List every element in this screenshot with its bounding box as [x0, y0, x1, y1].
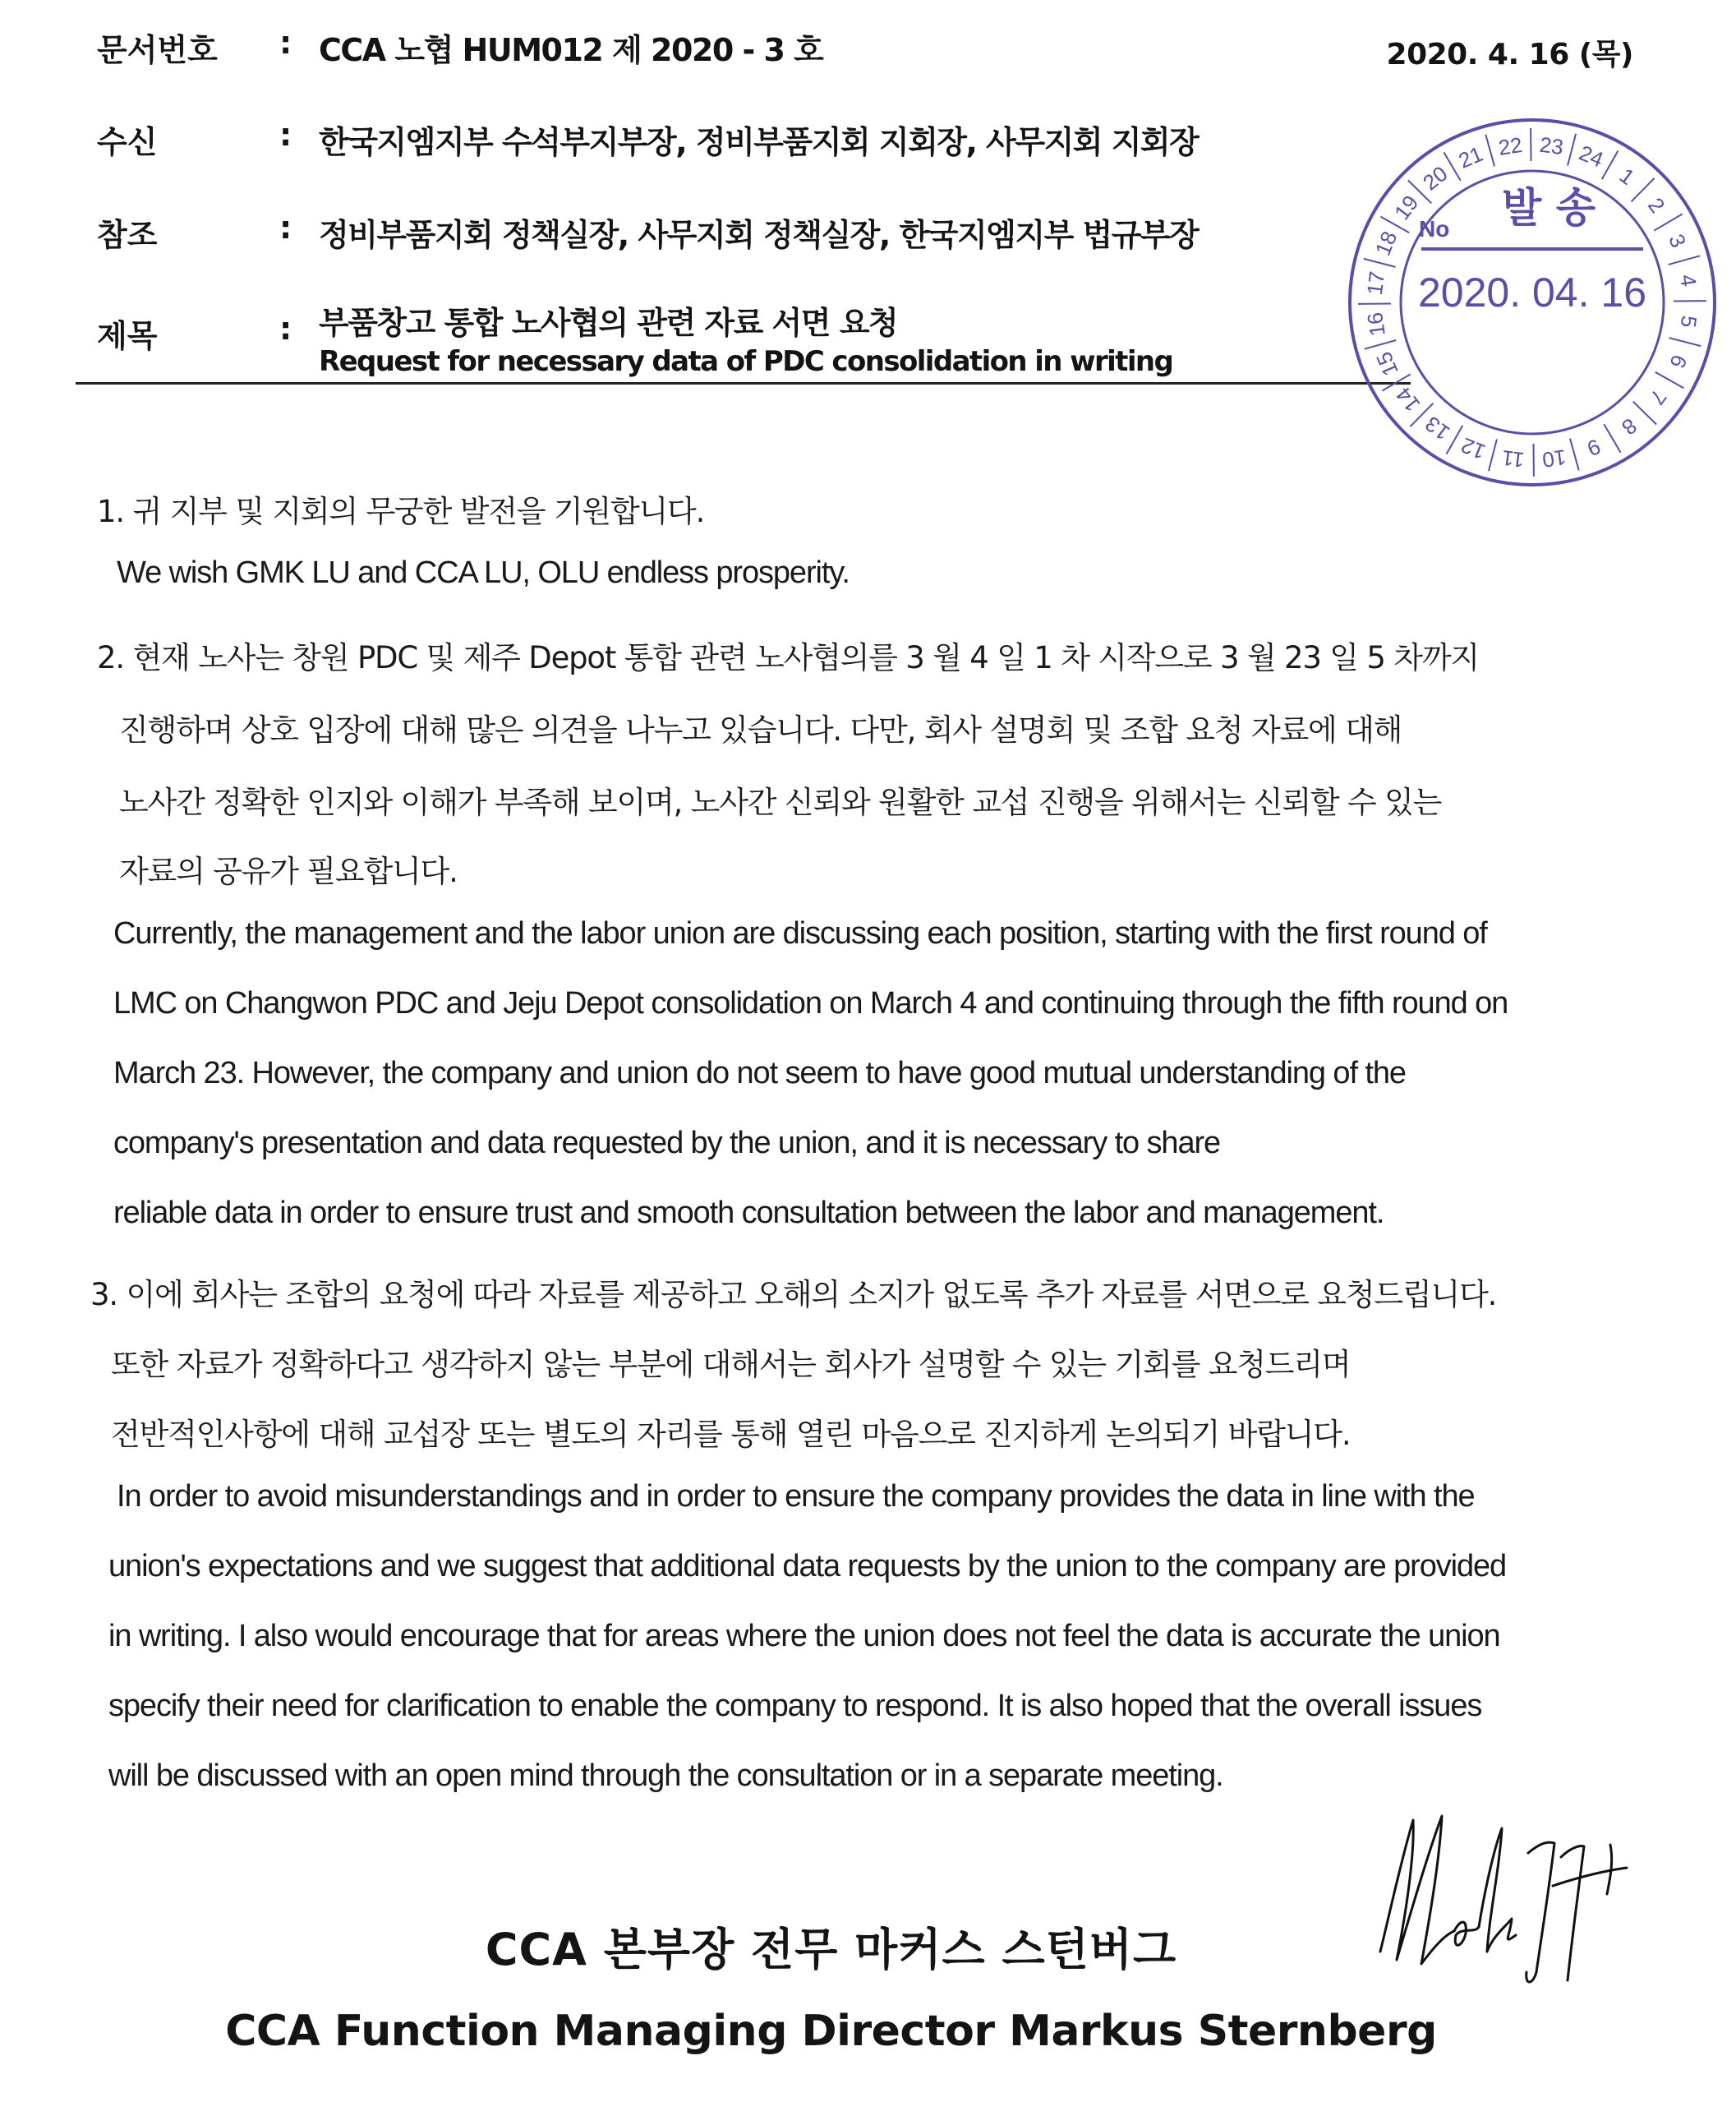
stamp-ring-number: 17: [1361, 270, 1390, 297]
stamp-ring-divider: [1669, 338, 1701, 346]
document-date: 2020. 4. 16 (목): [1386, 38, 1633, 71]
para2-en-line: LMC on Changwon PDC and Jeju Depot consolidation on March 4 and continuing through the fifth round on: [113, 986, 1508, 1021]
para1-en: We wish GMK LU and CCA LU, OLU endless prosperity.: [117, 555, 850, 590]
para2-ko-line: 자료의 공유가 필요합니다.: [119, 854, 458, 889]
subject-value-en: Request for necessary data of PDC consolidation in writing: [319, 345, 1173, 378]
dispatch-stamp: [1343, 113, 1721, 491]
stamp-ring-number: 24: [1575, 140, 1607, 173]
stamp-ring-number: 16: [1362, 311, 1390, 339]
reference-value: 정비부품지회 정책실장, 사무지회 정책실장, 한국지엠지부 법규부장: [319, 217, 1199, 253]
para2-en-line: Currently, the management and the labor union are discussing each position, starting with the first round of: [113, 916, 1487, 951]
stamp-title: 발 송: [1501, 184, 1596, 232]
para3-en-line: specify their need for clarification to enable the company to respond. It is also hoped that the overall issues: [108, 1689, 1482, 1723]
header-divider: [76, 382, 1411, 385]
stamp-ring-divider: [1364, 259, 1396, 267]
subject-colon: :: [279, 311, 292, 347]
para3-en-line: union's expectations and we suggest that additional data requests by the union to the company are provided: [108, 1549, 1507, 1583]
recipient-label: 수신: [97, 124, 158, 160]
stamp-ring-number: 1: [1614, 163, 1640, 191]
stamp-ring-divider: [1489, 440, 1497, 472]
stamp-ring-number: 21: [1454, 141, 1487, 173]
stamp-ring-number: 5: [1675, 314, 1702, 330]
stamp-ring-divider: [1485, 135, 1494, 167]
para1-ko: 1. 귀 지부 및 지회의 무궁한 발전을 기원합니다.: [97, 494, 705, 529]
signature-title-en: CCA Function Managing Director Markus Sternberg: [225, 2007, 1437, 2056]
stamp-ring-number: 15: [1370, 348, 1403, 380]
para3-en-line: In order to avoid misunderstandings and in order to ensure the company provides the data in line with the: [117, 1479, 1475, 1514]
stamp-ring-number: 11: [1500, 445, 1526, 473]
stamp-ring-number: 8: [1617, 413, 1642, 440]
stamp-ring-divider: [1568, 134, 1576, 166]
stamp-ring-number: 12: [1457, 432, 1490, 465]
subject-value-ko: 부품창고 통합 노사협의 관련 자료 서면 요청: [319, 305, 898, 341]
para2-en-line: reliable data in order to ensure trust and smooth consultation between the labor and management.: [113, 1196, 1384, 1230]
doc-number-colon: :: [279, 25, 292, 61]
doc-number-value: CCA 노협 HUM012 제 2020 - 3 호: [319, 32, 823, 68]
stamp-ring-number: 6: [1665, 351, 1692, 372]
para2-ko-line: 2. 현재 노사는 창원 PDC 및 제주 Depot 통합 관련 노사협의를 3 월 4 일 1 차 시작으로 3 월 23 일 5 차까지: [97, 640, 1479, 675]
stamp-ring-divider: [1604, 424, 1620, 453]
stamp-ring-divider: [1669, 256, 1701, 265]
para3-en-line: in writing. I also would encourage that for areas where the union does not feel the data is accurate the union: [108, 1619, 1500, 1653]
para3-ko-line: 또한 자료가 정확하다고 생각하지 않는 부분에 대해서는 회사가 설명할 수 있는 기회를 요청드리며: [111, 1347, 1351, 1382]
stamp-ring-divider: [1632, 178, 1655, 202]
stamp-ring-number: 10: [1540, 445, 1568, 472]
doc-number-label: 문서번호: [97, 32, 218, 68]
stamp-ring-number: 14: [1390, 382, 1425, 417]
recipient-value: 한국지엠지부 수석부지부장, 정비부품지회 지회장, 사무지회 지회장: [319, 124, 1199, 160]
stamp-ring-number: 22: [1496, 132, 1524, 160]
stamp-ring-divider: [1570, 439, 1579, 471]
stamp-ring-number: 20: [1418, 160, 1453, 196]
para3-en-line: will be discussed with an open mind through the consultation or in a separate meeting.: [108, 1758, 1223, 1793]
signature-title-ko: CCA 본부장 전무 마커스 스턴버그: [485, 1924, 1177, 1975]
stamp-ring-number: 3: [1664, 230, 1692, 251]
stamp-ring-divider: [1365, 340, 1397, 349]
para2-ko-line: 노사간 정확한 인지와 이해가 부족해 보이며, 노사간 신뢰와 원활한 교섭 진행을 위해서는 신뢰할 수 있는: [119, 785, 1442, 820]
stamp-ring-number: 13: [1420, 411, 1455, 445]
para2-en-line: March 23. However, the company and union do not seem to have good mutual understanding of the: [113, 1056, 1406, 1090]
stamp-ring-number: 18: [1370, 228, 1402, 260]
para2-en-line: company's presentation and data requested by the union, and it is necessary to share: [113, 1126, 1221, 1160]
stamp-ring-number: 7: [1644, 385, 1672, 410]
stamp-ring-number: 9: [1583, 434, 1605, 462]
stamp-ring-number: 19: [1389, 190, 1424, 225]
stamp-ring-divider: [1633, 402, 1657, 425]
stamp-ring-number: 2: [1643, 192, 1670, 218]
para3-ko-line: 3. 이에 회사는 조합의 요청에 따라 자료를 제공하고 오해의 소지가 없도록 추가 자료를 서면으로 요청드립니다.: [90, 1277, 1497, 1312]
reference-label: 참조: [97, 217, 158, 253]
stamp-ring-divider: [1655, 372, 1684, 389]
para3-ko-line: 전반적인사항에 대해 교섭장 또는 별도의 자리를 통해 열린 마음으로 진지하게 논의되기 바랍니다.: [111, 1417, 1351, 1452]
recipient-colon: :: [279, 117, 292, 153]
stamp-ring-divider: [1654, 214, 1683, 230]
stamp-date: 2020. 04. 16: [1417, 270, 1647, 316]
stamp-ring-number: 4: [1675, 273, 1701, 288]
subject-label: 제목: [97, 318, 158, 354]
stamp-no-label: No: [1419, 216, 1450, 242]
reference-colon: :: [279, 210, 292, 246]
stamp-ring-number: 23: [1538, 131, 1565, 160]
para2-ko-line: 진행하며 상호 입장에 대해 많은 의견을 나누고 있습니다. 다만, 회사 설명회 및 조합 요청 자료에 대해: [119, 712, 1402, 748]
